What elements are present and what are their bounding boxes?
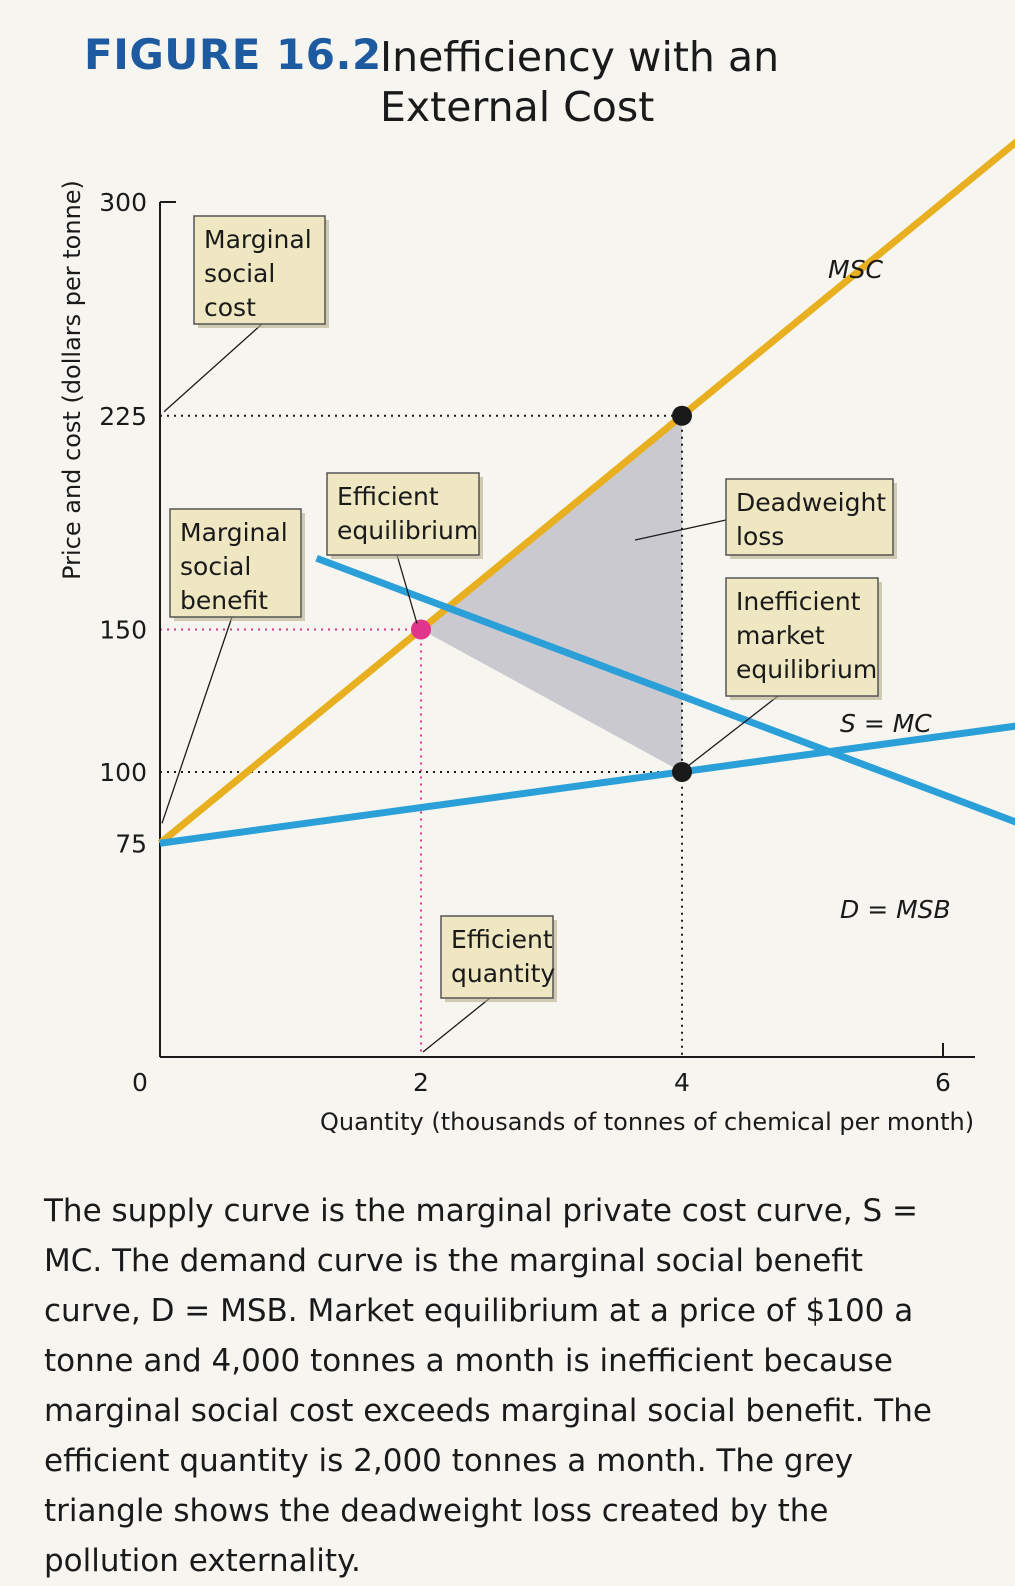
annotation-marginal-social-benefit-text: social <box>180 552 252 581</box>
curve-label-demand: D = MSB <box>840 895 951 924</box>
x-tick-label: 6 <box>935 1068 951 1097</box>
leader-marginal-social-cost <box>164 324 262 412</box>
figure-number: FIGURE 16.2 <box>84 30 382 79</box>
y-tick-label: 300 <box>99 188 147 217</box>
annotation-efficient-equilibrium-text: Efficient <box>337 482 439 511</box>
curve-label-supply: S = MC <box>840 709 932 738</box>
annotation-marginal-social-benefit-text: Marginal <box>180 518 288 547</box>
x-tick-label: 0 <box>132 1068 148 1097</box>
annotation-marginal-social-benefit-text: benefit <box>180 586 269 615</box>
figure-title: Inefficiency with an External Cost <box>380 33 780 131</box>
x-tick-label: 4 <box>674 1068 690 1097</box>
curve-label-msc: MSC <box>828 255 883 284</box>
y-axis-label: Price and cost (dollars per tonne) <box>58 180 86 580</box>
y-tick-label: 100 <box>99 758 147 787</box>
annotation-marginal-social-cost-text: Marginal <box>204 225 312 254</box>
y-tick-label: 150 <box>99 615 147 645</box>
annotation-marginal-social-cost-text: social <box>204 259 276 288</box>
point-msc-at-market-quantity <box>672 406 692 426</box>
annotation-inefficient-market-equilibrium-text: equilibrium <box>736 655 878 684</box>
leader-efficient-quantity <box>423 998 490 1052</box>
annotation-efficient-quantity-text: quantity <box>451 959 556 988</box>
y-tick-label: 75 <box>115 829 147 859</box>
annotation-inefficient-market-equilibrium-text: Inefficient <box>736 587 861 616</box>
point-efficient-equilibrium <box>411 620 431 640</box>
y-tick-label: 225 <box>99 401 147 431</box>
x-axis-label: Quantity (thousands of tonnes of chemical per month) <box>320 1108 975 1136</box>
figure-caption: The supply curve is the marginal private cost curve, S = MC. The demand curve is the marginal social benefit curve, D = MSB. Market equilibrium at a price of $100 a tonne and 4,000 tonnes a month is inefficient because marginal social cost exceeds marginal social benefit. The efficient quantity is 2,000 tonnes a month. The grey triangle shows the deadweight loss created by the pollution externality. <box>44 1193 932 1579</box>
annotation-efficient-quantity-text: Efficient <box>451 925 553 954</box>
annotation-deadweight-loss-text: loss <box>736 522 785 551</box>
annotation-efficient-equilibrium-text: equilibrium <box>337 516 479 545</box>
annotation-inefficient-market-equilibrium-text: market <box>736 621 825 650</box>
x-tick-label: 2 <box>413 1068 429 1097</box>
annotation-deadweight-loss-text: Deadweight <box>736 488 887 517</box>
annotation-marginal-social-cost-text: cost <box>204 293 256 322</box>
